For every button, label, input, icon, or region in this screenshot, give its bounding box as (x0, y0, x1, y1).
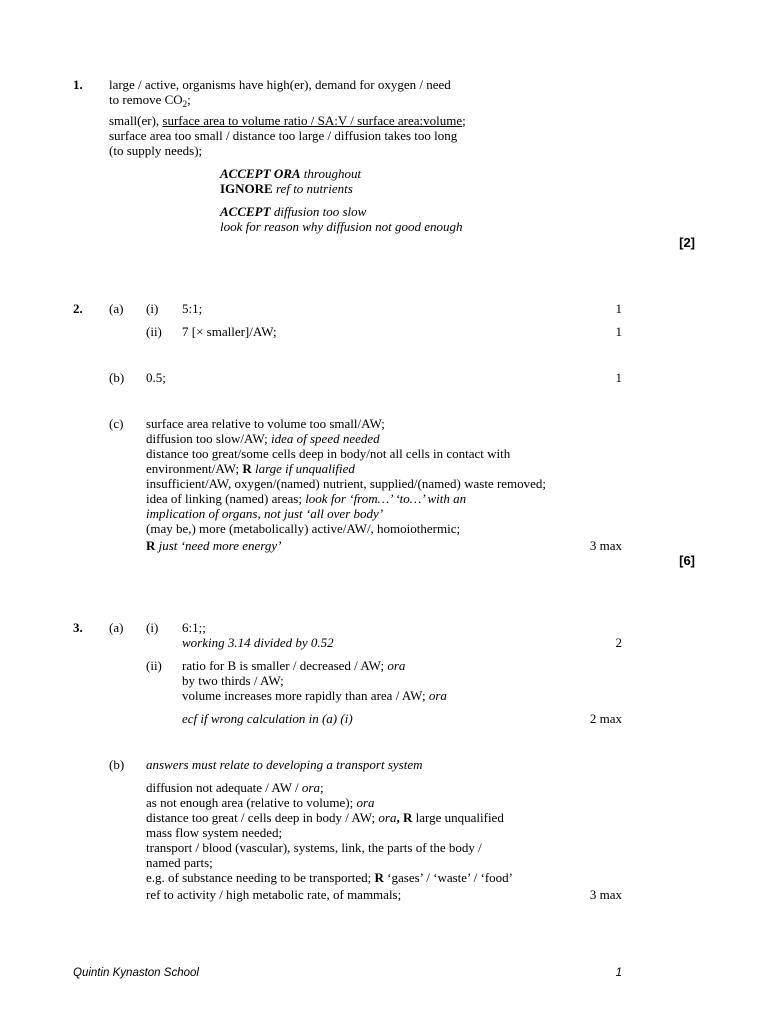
q3-a-i-answer: 6:1;; (182, 620, 206, 635)
q2-c-line-4: environment/AW; R large if unqualified (146, 461, 355, 476)
q3-a-ii-line-4: ecf if wrong calculation in (a) (i) (182, 711, 353, 726)
q2-part-c-label: (c) (109, 416, 124, 431)
q3-b-line-7: e.g. of substance needing to be transported; R ‘gases’ / ‘waste’ / ‘food’ (146, 870, 514, 885)
q3-b-line-8: ref to activity / high metabolic rate, of mammals; (146, 887, 402, 902)
question-2-number: 2. (73, 301, 83, 316)
q1-line-2: to remove $CO_2$; (109, 92, 191, 109)
q2-c-line-7: implication of organs, not just ‘all over body’ (146, 506, 384, 521)
q2-total-marks: [6] (679, 553, 695, 568)
question-1-number: 1. (73, 77, 83, 92)
q3-b-line-4: mass flow system needed; (146, 825, 283, 840)
q1-line-3: small(er), surface area to volume ratio / SA:V / surface area:volume; (109, 113, 466, 128)
q2-a-ii-mark: 1 (615, 324, 622, 339)
q3-a-ii-line-3: volume increases more rapidly than area / AW; ora (182, 688, 447, 703)
q2-c-line-1: surface area relative to volume too small/AW; (146, 416, 385, 431)
q3-a-ii-mark: 2 max (589, 711, 622, 726)
q3-b-mark: 3 max (589, 887, 622, 902)
q1-line-4: surface area too small / distance too large / diffusion takes too long (109, 128, 458, 143)
q2-c-line-6: idea of linking (named) areas; look for ‘from…’ ‘to…’ with an (146, 491, 467, 506)
q2-a-ii-answer: 7 [× smaller]/AW; (182, 324, 277, 339)
q3-a-ii-line-2: by two thirds / AW; (182, 673, 284, 688)
q2-c-line-9: R just ‘need more energy’ (146, 538, 282, 553)
q2-c-line-8: (may be,) more (metabolically) active/AW/, homoiothermic; (146, 521, 461, 536)
footer-school-name: Quintin Kynaston School (73, 967, 199, 979)
q3-b-line-5: transport / blood (vascular), systems, link, the parts of the body / (146, 840, 482, 855)
q1-note-ignore: IGNORE ref to nutrients (220, 181, 353, 196)
q3-a-ii-label: (ii) (146, 658, 162, 673)
q3-b-line-2: as not enough area (relative to volume); ora (146, 795, 375, 810)
q3-b-line-3: distance too great / cells deep in body / AW; ora, R large unqualified (146, 810, 504, 825)
q2-part-b-label: (b) (109, 370, 125, 385)
q2-part-a-label: (a) (109, 301, 124, 316)
q3-a-i-mark: 2 (615, 635, 622, 650)
q2-a-i-answer: 5:1; (182, 301, 203, 316)
q1-note-accept-diffusion: ACCEPT diffusion too slow (220, 204, 367, 219)
q2-c-line-3: distance too great/some cells deep in body/not all cells in contact with (146, 446, 511, 461)
q3-a-i-label: (i) (146, 620, 159, 635)
q2-b-mark: 1 (615, 370, 622, 385)
q2-a-ii-label: (ii) (146, 324, 162, 339)
q2-c-mark: 3 max (589, 538, 622, 553)
q3-a-ii-line-1: ratio for B is smaller / decreased / AW; ora (182, 658, 406, 673)
q2-a-i-mark: 1 (615, 301, 622, 316)
q2-b-answer: 0.5; (146, 370, 166, 385)
q2-c-line-5: insufficient/AW, oxygen/(named) nutrient, supplied/(named) waste removed; (146, 476, 547, 491)
q2-c-line-2: diffusion too slow/AW; idea of speed needed (146, 431, 380, 446)
q3-b-line-0: answers must relate to developing a transport system (146, 757, 423, 772)
q1-total-marks: [2] (679, 235, 695, 250)
q1-line-1: large / active, organisms have high(er), demand for oxygen / need (109, 77, 451, 92)
q3-part-b-label: (b) (109, 757, 125, 772)
q1-note-accept-ora: ACCEPT ORA throughout (220, 166, 362, 181)
q3-part-a-label: (a) (109, 620, 124, 635)
question-3-number: 3. (73, 620, 83, 635)
footer-page-number: 1 (615, 967, 622, 979)
q3-a-i-working: working 3.14 divided by 0.52 (182, 635, 334, 650)
q1-line-5: (to supply needs); (109, 143, 203, 158)
q2-a-i-label: (i) (146, 301, 159, 316)
q3-b-line-1: diffusion not adequate / AW / ora; (146, 780, 324, 795)
q1-note-look: look for reason why diffusion not good enough (220, 219, 463, 234)
q3-b-line-6: named parts; (146, 855, 213, 870)
